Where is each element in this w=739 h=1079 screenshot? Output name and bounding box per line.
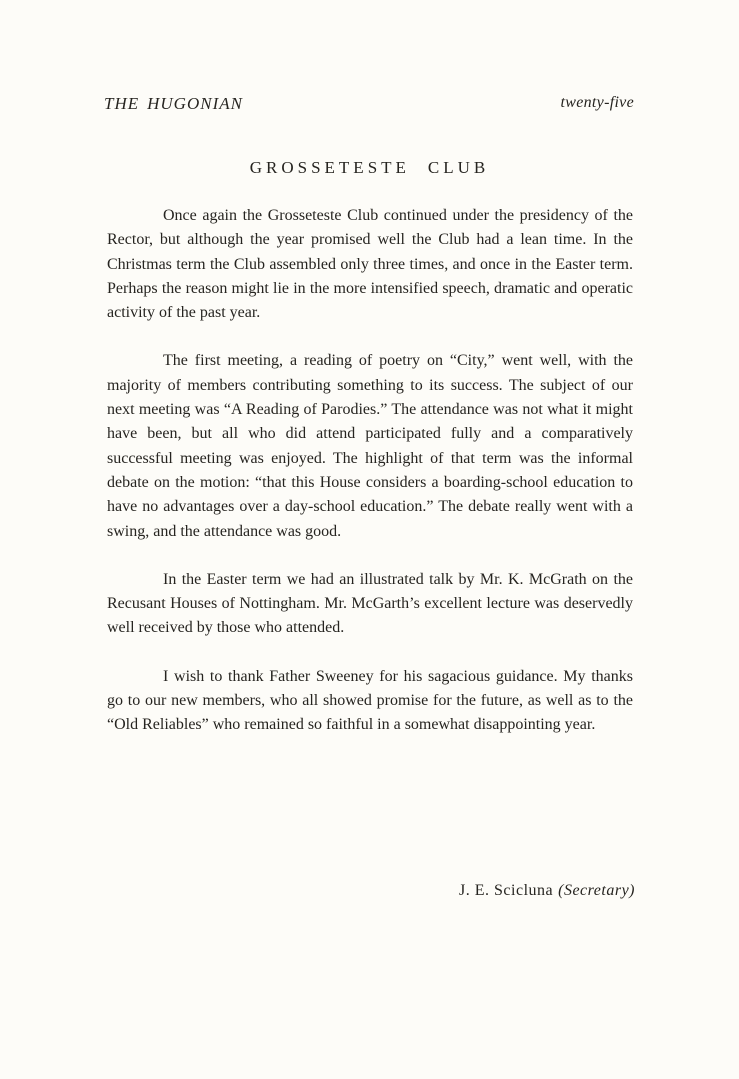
running-header <box>104 94 634 118</box>
article-title-word-1: GROSSETESTE <box>249 158 410 177</box>
page-number-label: twenty-five <box>560 94 634 111</box>
article-title <box>0 158 739 178</box>
article-body <box>107 204 633 762</box>
publication-title-word-1: THE <box>104 94 140 113</box>
signature-line <box>459 882 635 900</box>
signature-role: (Secretary) <box>558 882 635 899</box>
paragraph-2: The first meeting, a reading of poetry on “City,” went well, with the majority of members contributing something to its success. The subject of our next meeting was “A Reading of Parodies.” The attendance was not what it might have been, but all who did attend participated fully and a comparatively successful meeting was enjoyed. The highlight of that term was the informal debate on the motion: “that this House considers a boarding-school education to have no advantages over a day-school education.” The debate really went with a swing, and the attendance was good. <box>107 352 633 540</box>
publication-title-word-2: HUGONIAN <box>147 94 243 113</box>
paragraph-1: Once again the Grosseteste Club continued under the presidency of the Rector, but although the year promised well the Club had a lean time. In the Christmas term the Club assembled only three times, and once in the Easter term. Perhaps the reason might lie in the more intensified speech, dramatic and operatic activity of the past year. <box>107 207 633 322</box>
publication-title <box>104 94 243 114</box>
paragraph-3: In the Easter term we had an illustrated talk by Mr. K. McGrath on the Recusant Houses of Nottingham. Mr. McGarth’s excellent lecture was deservedly well received by those who attended. <box>107 570 633 637</box>
article-title-word-2: CLUB <box>427 158 490 177</box>
signature-name: J. E. Scicluna <box>459 882 554 899</box>
paragraph-4: I wish to thank Father Sweeney for his sagacious guidance. My thanks go to our new members, who all showed promise for the future, as well as to the “Old Reliables” who remained so faithful in a somewhat disappointing year. <box>107 667 633 734</box>
